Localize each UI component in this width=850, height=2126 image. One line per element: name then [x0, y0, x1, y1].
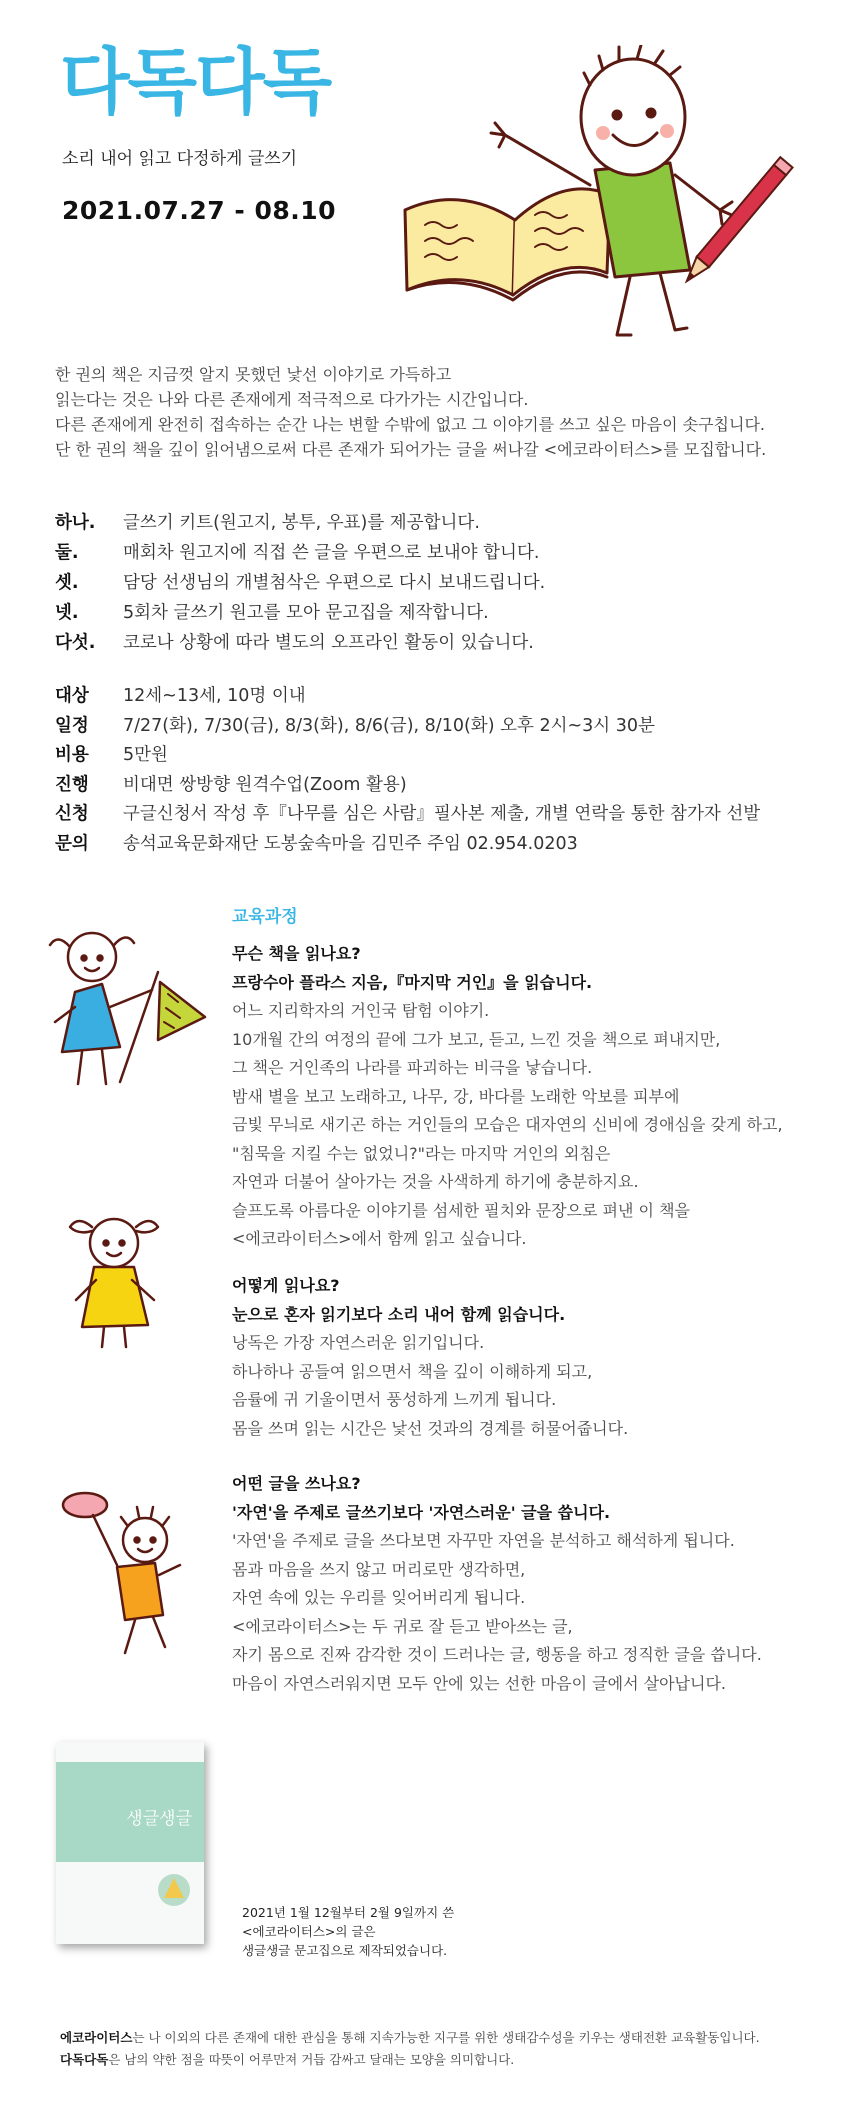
book-note [242, 1903, 454, 1960]
book-cover-image [56, 1742, 204, 1944]
book-cover-title: 생글생글 [126, 1809, 192, 1829]
list-item-key: 하나. [55, 513, 96, 533]
info-row [55, 741, 815, 771]
list-item [55, 508, 815, 538]
page-title: 다독다독 [60, 40, 331, 124]
program-dates: 2021.07.27 - 08.10 [62, 196, 337, 225]
list-item-text: 담당 선생님의 개별첨삭은 우편으로 다시 보내드립니다. [123, 573, 546, 593]
section-line: 마음이 자연스러워지면 모두 안에 있는 선한 마음이 글에서 살아납니다. [232, 1673, 726, 1693]
book-note-line: 생글생글 문고집으로 제작되었습니다. [242, 1943, 448, 1958]
section-line: "침묵을 지킬 수는 없었니?"라는 마지막 거인의 외침은 [232, 1143, 611, 1163]
curriculum-heading: 교육과정 [232, 907, 298, 927]
footer-term: 에코라이터스 [60, 2030, 133, 2045]
section-line: 하나하나 공들여 읽으면서 책을 깊이 이해하게 되고, [232, 1361, 593, 1381]
intro-text [55, 362, 815, 462]
footer-line [60, 2049, 760, 2071]
section-line: 어느 지리학자의 거인국 탐험 이야기. [232, 1001, 490, 1020]
section-question: 어떤 글을 쓰나요? [232, 1474, 361, 1493]
section-answer: '자연'을 주제로 글쓰기보다 '자연스러운' 글을 씁니다. [232, 1502, 611, 1522]
book-note-line: 2021년 1월 12월부터 2월 9일까지 쓴 [242, 1905, 455, 1920]
section-line: <에코라이터스>는 두 귀로 잘 듣고 받아쓰는 글, [232, 1616, 573, 1636]
girl-yellow-dress-illustration [62, 1205, 172, 1350]
section-line: 음률에 귀 기울이면서 풍성하게 느끼게 됩니다. [232, 1390, 557, 1409]
section-question: 무슨 책을 읽나요? [232, 944, 361, 963]
list-item [55, 538, 815, 568]
section-line: 자기 몸으로 진짜 감각한 것이 드러나는 글, 행동을 하고 정직한 글을 씁니다. [232, 1645, 762, 1664]
intro-line: 한 권의 책은 지금껏 알지 못했던 낯선 이야기로 가득하고 [55, 365, 452, 384]
footer-definition: 은 남의 약한 점을 따뜻이 어루만져 거듭 감싸고 달래는 모양을 의미합니다. [108, 2052, 515, 2067]
info-key: 일정 [55, 715, 89, 736]
curriculum-section-reading [232, 1272, 832, 1443]
list-item-key: 넷. [55, 603, 79, 623]
list-item-text: 매회차 원고지에 직접 쓴 글을 우편으로 보내야 합니다. [123, 543, 540, 563]
intro-line: 읽는다는 것은 나와 다른 존재에게 적극적으로 다가가는 시간입니다. [55, 390, 529, 409]
info-value: 비대면 쌍방향 원격수업(Zoom 활용) [123, 774, 407, 795]
section-line: 슬프도록 아름다운 이야기를 섬세한 필치와 문장으로 펴낸 이 책을 [232, 1200, 691, 1220]
book-note-line: <에코라이터스>의 글은 [242, 1924, 376, 1939]
page-subtitle: 소리 내어 읽고 다정하게 글쓰기 [62, 149, 298, 169]
section-line: 몸과 마음을 쓰지 않고 머리로만 생각하면, [232, 1559, 526, 1579]
list-item [55, 628, 815, 658]
info-key: 대상 [55, 686, 89, 706]
info-key: 진행 [55, 774, 89, 795]
list-item-text: 코로나 상황에 따라 별도의 오프라인 활동이 있습니다. [123, 633, 534, 653]
section-line: 낭독은 가장 자연스러운 읽기입니다. [232, 1333, 485, 1352]
section-line: 10개월 간의 여정의 끝에 그가 보고, 듣고, 느낀 것을 책으로 펴내지만, [232, 1029, 721, 1049]
footer-definition: 는 나 이외의 다른 존재에 대한 관심을 통해 지속가능한 지구를 위한 생태감수성을 키우는 생태전환 교육활동입니다. [132, 2030, 760, 2045]
section-answer: 프랑수아 플라스 지음,『마지막 거인』을 읽습니다. [232, 972, 593, 992]
section-line: 밤새 별을 보고 노래하고, 나무, 강, 바다를 노래한 악보를 피부에 [232, 1086, 680, 1106]
info-row [55, 830, 815, 860]
section-line: 자연과 더불어 살아가는 것을 사색하게 하기에 충분하지요. [232, 1172, 639, 1191]
girl-with-flag-illustration [40, 912, 225, 1092]
section-question: 어떻게 읽나요? [232, 1276, 340, 1295]
list-item [55, 568, 815, 598]
child-reading-illustration [385, 45, 815, 345]
info-key: 문의 [55, 833, 89, 854]
benefits-list [55, 508, 815, 658]
curriculum-section-book [232, 940, 832, 1254]
info-key: 비용 [55, 745, 89, 765]
list-item [55, 598, 815, 628]
program-info [55, 682, 815, 859]
intro-line: 다른 존재에게 완전히 접속하는 순간 나는 변할 수밖에 없고 그 이야기를 쓰고 싶은 마음이 솟구칩니다. [55, 415, 765, 434]
info-value: 구글신청서 작성 후『나무를 심은 사람』필사본 제출, 개별 연락을 통한 참가자 선발 [123, 804, 761, 824]
section-answer: 눈으로 혼자 읽기보다 소리 내어 함께 읽습니다. [232, 1304, 566, 1324]
section-line: <에코라이터스>에서 함께 읽고 싶습니다. [232, 1229, 527, 1248]
section-line: 그 책은 거인족의 나라를 파괴하는 비극을 낳습니다. [232, 1058, 593, 1077]
info-row [55, 712, 815, 742]
info-value: 7/27(화), 7/30(금), 8/3(화), 8/6(금), 8/10(화) 오후 2시~3시 30분 [123, 715, 655, 736]
info-row [55, 800, 815, 830]
info-value: 송석교육문화재단 도봉숲속마을 김민주 주임 02.954.0203 [123, 833, 578, 854]
footer-term: 다독다독 [60, 2052, 109, 2067]
curriculum-section-writing [232, 1470, 832, 1698]
footer [60, 2027, 760, 2071]
info-row [55, 771, 815, 801]
section-line: 자연 속에 있는 우리를 잊어버리게 됩니다. [232, 1588, 526, 1607]
list-item-text: 5회차 글쓰기 원고를 모아 문고집을 제작합니다. [123, 603, 489, 623]
child-with-net-illustration [55, 1485, 195, 1660]
info-value: 12세~13세, 10명 이내 [123, 686, 306, 706]
intro-line: 단 한 권의 책을 깊이 읽어냄으로써 다른 존재가 되어가는 글을 써나갈 <에코라이터스>를 모집합니다. [55, 440, 767, 459]
list-item-key: 다섯. [55, 633, 96, 653]
book-emblem-icon [156, 1872, 192, 1908]
list-item-text: 글쓰기 키트(원고지, 봉투, 우표)를 제공합니다. [123, 513, 480, 533]
info-row [55, 682, 815, 712]
list-item-key: 셋. [55, 573, 79, 593]
section-line: 금빛 무늬로 새기곤 하는 거인들의 모습은 대자연의 신비에 경애심을 갖게 하고, [232, 1115, 783, 1134]
section-line: 몸을 쓰며 읽는 시간은 낯선 것과의 경계를 허물어줍니다. [232, 1418, 629, 1438]
info-value: 5만원 [123, 745, 168, 765]
info-key: 신청 [55, 804, 89, 824]
list-item-key: 둘. [55, 543, 79, 563]
footer-line [60, 2027, 760, 2049]
section-line: '자연'을 주제로 글을 쓰다보면 자꾸만 자연을 분석하고 해석하게 됩니다. [232, 1531, 735, 1550]
